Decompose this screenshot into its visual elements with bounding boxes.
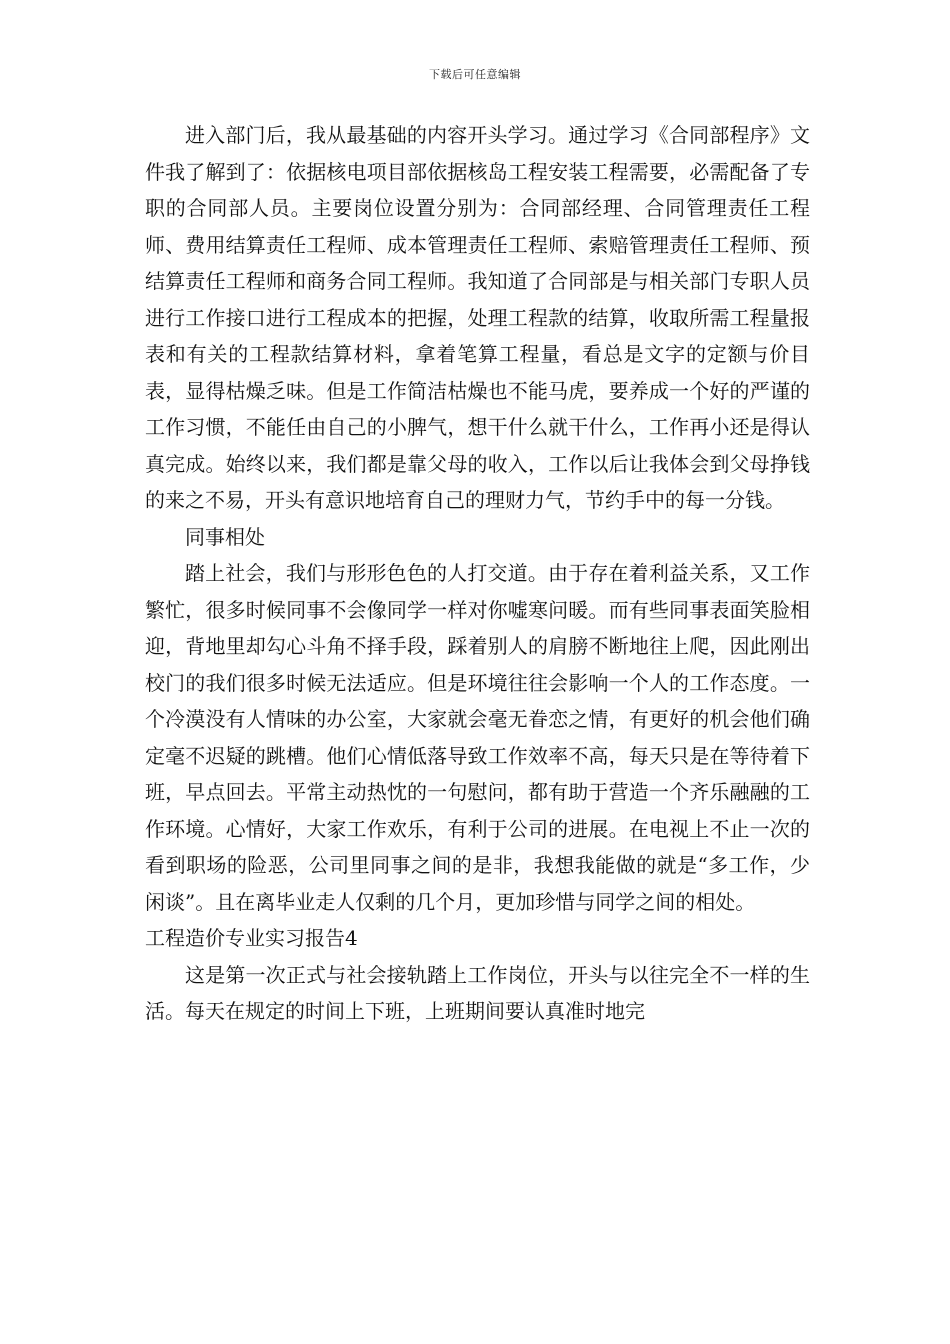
section-title: 工程造价专业实习报告4 <box>145 926 358 950</box>
paragraph-report-4: 这是第一次正式与社会接轨踏上工作岗位，开头与以往完全不一样的生活。每天在规定的时间上下班，上班期间要认真准时地完 <box>145 962 810 1023</box>
page-header-note: 下载后可任意编辑 <box>429 68 521 81</box>
paragraph-learning: 进入部门后，我从最基础的内容开头学习。通过学习《合同部程序》文件我了解到了：依据核电项目部依据核岛工程安装工程需要，必需配备了专职的合同部人员。主要岗位设置分别为：合同部经理、合同管理责任工程师、费用结算责任工程师、成本管理责任工程师、索赔管理责任工程师、预结算责任工程师和商务合同工程师。我知道了合同部是与相关部门专职人员进行工作接口进行工程成本的把握，处理工程款的结算，收取所需工程量报表和有关的工程款结算材料，拿着笔算工程量，看总是文字的定额与价目表，显得枯燥乏味。但是工作简洁枯燥也不能马虎，要养成一个好的严谨的工作习惯，不能任由自己的小脾气，想干什么就干什么，工作再小还是得认真完成。始终以来，我们都是靠父母的收入，工作以后让我体会到父母挣钱的来之不易，开头有意识地培育自己的理财力气，节约手中的每一分钱。 <box>145 123 810 512</box>
document-body <box>145 117 810 1030</box>
subheading-colleagues: 同事相处 <box>185 524 265 549</box>
paragraph-colleagues: 踏上社会，我们与形形色色的人打交道。由于存在着利益关系，又工作繁忙，很多时候同事不会像同学一样对你嘘寒问暖。而有些同事表面笑脸相迎，背地里却勾心斗角不择手段，踩着别人的肩膀不断地往上爬，因此刚出校门的我们很多时候无法适应。但是环境往往会影响一个人的工作态度。一个冷漠没有人情味的办公室，大家就会毫无眷恋之情，有更好的机会他们确定毫不迟疑的跳槽。他们心情低落导致工作效率不高，每天只是在等待着下班，早点回去。平常主动热忱的一句慰问，都有助于营造一个齐乐融融的工作环境。心情好，大家工作欢乐，有利于公司的进展。在电视上不止一次的看到职场的险恶，公司里同事之间的是非，我想我能做的就是“多工作，少闲谈”。且在离毕业走人仅剩的几个月，更加珍惜与同学之间的相处。 <box>145 561 810 914</box>
